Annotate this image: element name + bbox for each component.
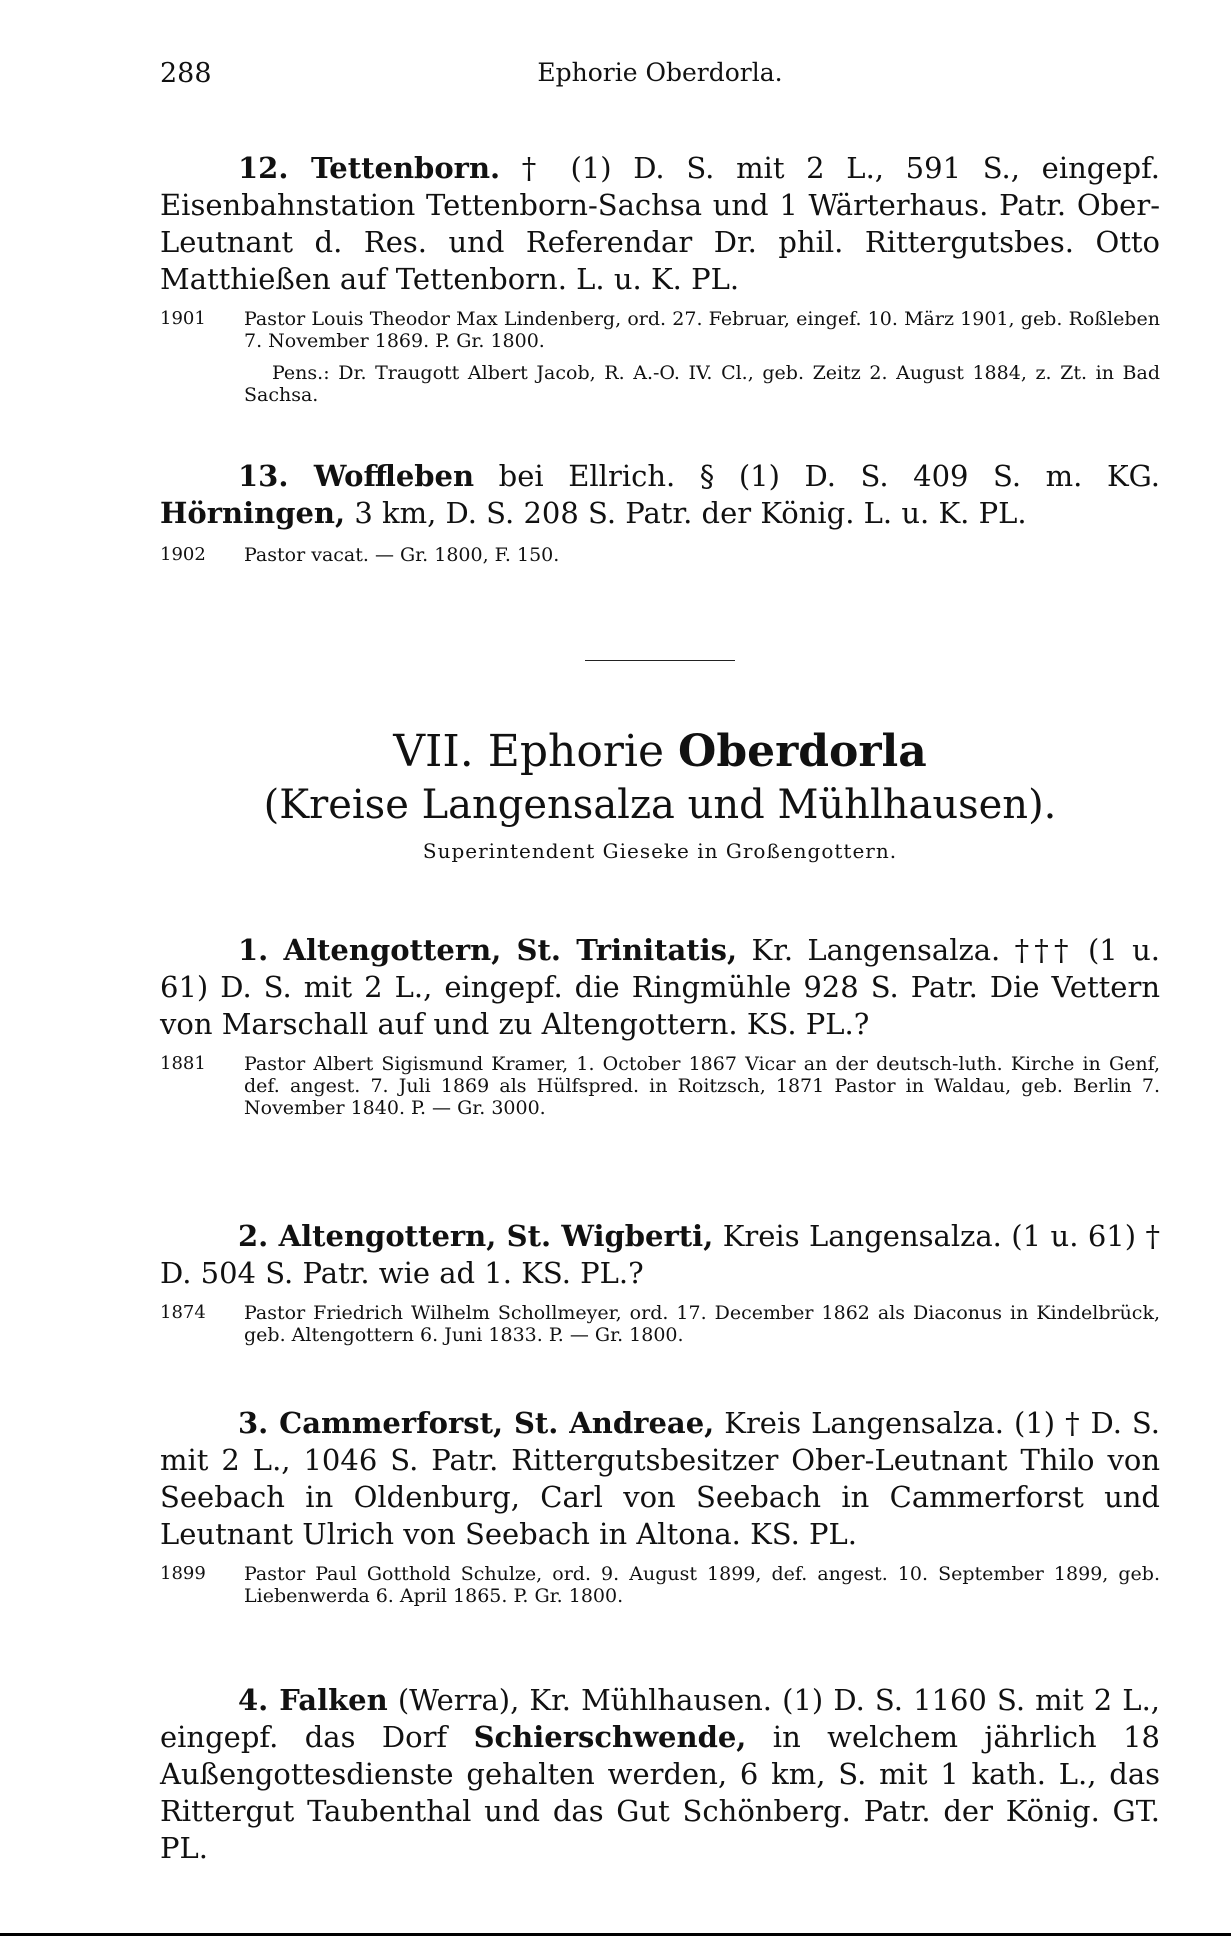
entry-heading: 3. Cammerforst, St. Andreae, xyxy=(238,1406,715,1440)
pastor-text: Pastor Paul Gotthold Schulze, ord. 9. August 1899, def. angest. 10. September 1899, geb. Liebenwerda 6. April 1865. P. Gr. 1800. xyxy=(244,1563,1160,1607)
pastor-text: Pastor Albert Sigismund Kramer, 1. October 1867 Vicar an der deutsch-luth. Kirche in Genf, def. angest. 7. Juli 1869 als Hülfspred. in Roitzsch, 1871 Pastor in Waldau, geb. Berlin 7. November 1840. P. — Gr. 3000. xyxy=(244,1053,1160,1119)
entry-body-cont: 3 km, D. S. 208 S. Patr. der König. L. u. K. PL. xyxy=(345,496,1027,530)
pastor-year: 1901 xyxy=(160,308,206,329)
entry-heading: 1. Altengottern, St. Trinitatis, xyxy=(238,933,738,967)
section-subtitle: (Kreise Langensalza und Mühlhausen). xyxy=(263,782,1057,828)
entry-text xyxy=(160,458,1160,532)
pastor-entry xyxy=(160,1302,1160,1346)
entry-body: Kr. Langensalza. ††† (1 u. 61) D. S. mit 2 L., eingepf. die Ringmühle 928 S. Patr. Die Vettern von Marschall auf und zu Altengottern. KS. PL.? xyxy=(160,933,1160,1041)
entry-text xyxy=(160,932,1160,1043)
pastor-text: Pastor vacat. — Gr. 1800, F. 150. xyxy=(244,544,560,566)
running-title: Ephorie Oberdorla. xyxy=(537,58,783,87)
entry-text xyxy=(160,1218,1160,1292)
pastor-entry xyxy=(160,544,1160,566)
section-heading xyxy=(160,725,1160,865)
pastor-entry xyxy=(160,308,1160,352)
entry-3 xyxy=(160,1405,1160,1607)
pastor-year: 1874 xyxy=(160,1302,206,1323)
filial-name: Schierschwende, xyxy=(473,1720,747,1754)
section-divider xyxy=(160,660,1160,661)
entry-13 xyxy=(160,458,1160,566)
pastor-text: Pastor Louis Theodor Max Lindenberg, ord. 27. Februar, eingef. 10. März 1901, geb. Roßleben 7. November 1869. P. Gr. 1800. xyxy=(244,308,1160,352)
entry-1 xyxy=(160,932,1160,1119)
section-title-bold: Oberdorla xyxy=(677,726,927,777)
section-title-prefix: VII. Ephorie xyxy=(393,726,678,777)
pastor-year: 1902 xyxy=(160,544,206,565)
entry-body: Kreis Langensalza. (1 u. 61) † D. 504 S. Patr. wie ad 1. KS. PL.? xyxy=(160,1219,1160,1290)
page-bottom-edge xyxy=(0,1933,1231,1936)
pastor-year: 1899 xyxy=(160,1563,206,1584)
entry-2 xyxy=(160,1218,1160,1346)
divider-rule xyxy=(585,660,735,661)
entry-12 xyxy=(160,150,1160,406)
pastor-entry xyxy=(160,1563,1160,1607)
entry-heading: 12. Tettenborn. xyxy=(238,151,501,185)
pastor-entry xyxy=(160,1053,1160,1119)
entry-heading: 13. Woffleben xyxy=(238,459,475,493)
running-head xyxy=(160,58,1160,92)
entry-text xyxy=(160,1682,1160,1867)
pension-text: Pens.: Dr. Traugott Albert Jacob, R. A.-O. IV. Cl., geb. Zeitz 2. August 1884, z. Zt. in Bad Sachsa. xyxy=(244,362,1160,406)
entry-body-cont: in welchem jährlich 18 Außengottesdienste gehalten werden, 6 km, S. mit 1 kath. L., das Rittergut Taubenthal und das Gut Schönberg. Patr. der König. GT. PL. xyxy=(160,1720,1160,1865)
entry-body: Kreis Langensalza. (1) † D. S. mit 2 L., 1046 S. Patr. Rittergutsbesitzer Ober-Leutnant Thilo von Seebach in Oldenburg, Carl von Seebach in Cammerforst und Leutnant Ulrich von Seebach in Altona. KS. PL. xyxy=(160,1406,1160,1551)
entry-text xyxy=(160,150,1160,298)
page-number: 288 xyxy=(160,58,212,89)
superintendent-line: Superintendent Gieseke in Großengottern. xyxy=(422,839,898,863)
pastor-text: Pastor Friedrich Wilhelm Schollmeyer, ord. 17. December 1862 als Diaconus in Kindelbrück, geb. Altengottern 6. Juni 1833. P. — Gr. 1800. xyxy=(244,1302,1160,1346)
section-title xyxy=(160,725,1160,779)
filial-name: Hörningen, xyxy=(160,496,346,530)
entry-body: † (1) D. S. mit 2 L., 591 S., eingepf. Eisenbahnstation Tettenborn-Sachsa und 1 Wärterhaus. Patr. Ober-Leutnant d. Res. und Referendar Dr. phil. Rittergutsbes. Otto Matthießen auf Tettenborn. L. u. K. PL. xyxy=(160,151,1160,296)
entry-heading: 4. Falken xyxy=(238,1683,388,1717)
entry-4 xyxy=(160,1682,1160,1867)
entry-text xyxy=(160,1405,1160,1553)
entry-heading: 2. Altengottern, St. Wigberti, xyxy=(238,1219,714,1253)
entry-body: (Werra), Kr. Mühlhausen. (1) D. S. 1160 S. mit 2 L., eingepf. das Dorf xyxy=(160,1683,1160,1754)
pastor-year: 1881 xyxy=(160,1053,206,1074)
entry-body: bei Ellrich. § (1) D. S. 409 S. m. KG. xyxy=(474,459,1160,493)
